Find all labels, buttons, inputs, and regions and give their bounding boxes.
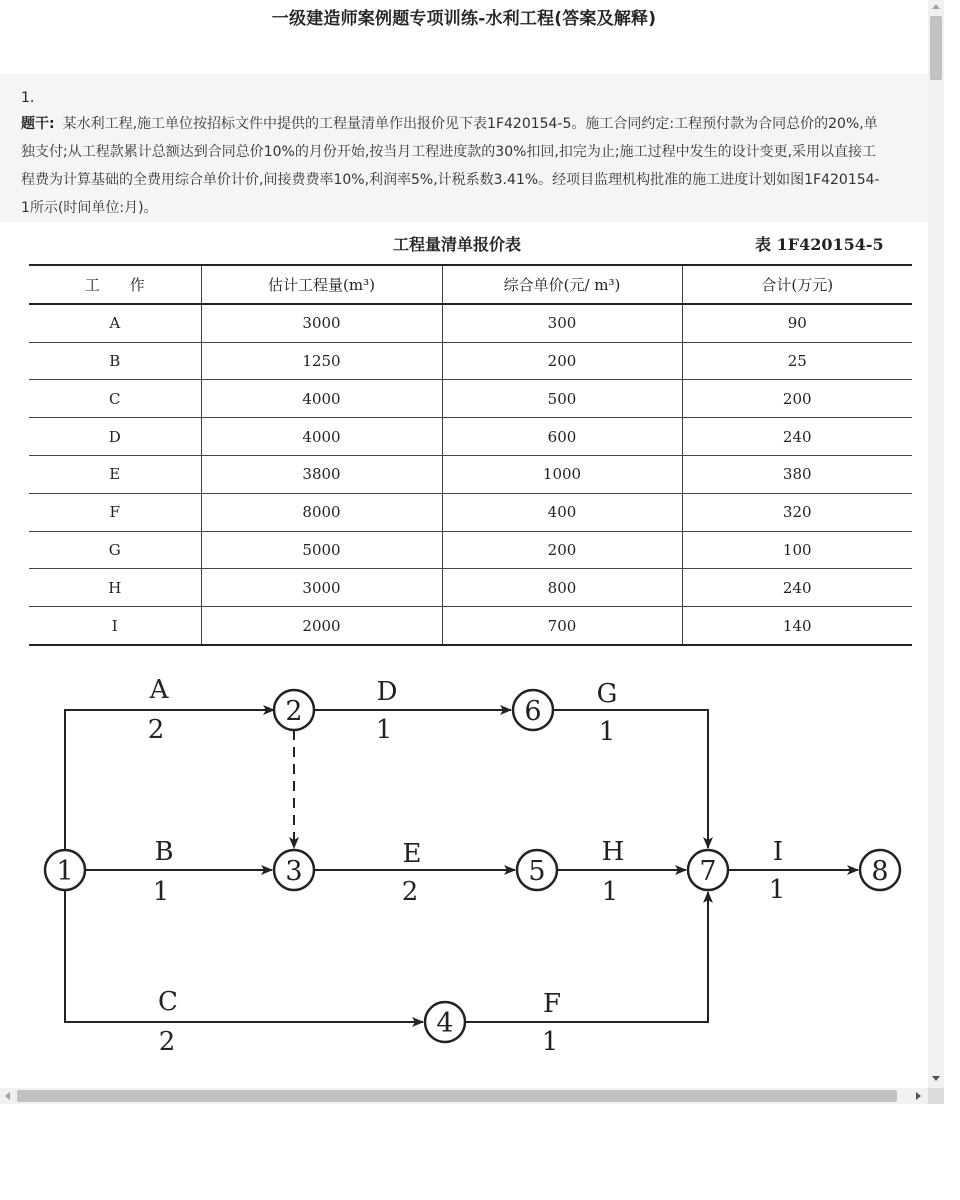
node-5 <box>517 850 557 890</box>
activity-duration-c: 2 <box>158 1027 176 1057</box>
cell-quantity: 3800 <box>201 455 442 493</box>
cell-work: A <box>29 304 201 342</box>
cell-total: 140 <box>682 607 912 645</box>
cell-unit-price: 200 <box>442 342 682 380</box>
cell-unit-price: 500 <box>442 380 682 418</box>
node-label: 8 <box>871 856 889 887</box>
activity-name-a: A <box>149 675 169 705</box>
table-row <box>29 531 912 569</box>
question-stem <box>21 110 881 222</box>
node-label: 4 <box>436 1008 454 1039</box>
header-quantity: 估计工程量(m³) <box>201 265 442 304</box>
cell-unit-price: 1000 <box>442 455 682 493</box>
node-2 <box>274 690 314 730</box>
cell-unit-price: 800 <box>442 569 682 607</box>
cell-quantity: 4000 <box>201 380 442 418</box>
stem-text: 某水利工程,施工单位按招标文件中提供的工程量清单作出报价见下表1F420154-5。施工合同约定:工程预付款为合同总价的20%,单独支付;从工程款累计总额达到合同总价10%的月份开始,按当月工程进度款的30%扣回,扣完为止;施工过程中发生的设计变更,采用以直接工程费为计算基础的全费用综合单价计价,间接费费率10%,利润率5%,计税系数3.41%。经项目监理机构批准的施工进度计划如图1F420154-1所示(时间单位:月)。 <box>21 116 880 216</box>
arrow-a <box>65 710 274 850</box>
node-1 <box>45 850 85 890</box>
table-row <box>29 455 912 493</box>
node-label: 7 <box>699 856 717 887</box>
arrow-c <box>65 890 423 1022</box>
activity-name-b: B <box>154 837 174 867</box>
question-number: 1. <box>21 90 35 106</box>
table-caption: 工程量清单报价表 <box>393 235 522 254</box>
cell-unit-price: 300 <box>442 304 682 342</box>
node-6 <box>513 690 553 730</box>
node-label: 5 <box>528 856 546 887</box>
page-title: 一级建造师案例题专项训练-水利工程(答案及解释) <box>271 9 657 29</box>
header-unit-price: 综合单价(元/ m³) <box>442 265 682 304</box>
cell-quantity: 4000 <box>201 418 442 456</box>
cell-work: B <box>29 342 201 380</box>
vertical-scroll-thumb[interactable] <box>930 16 942 80</box>
node-label: 1 <box>56 856 74 887</box>
cell-unit-price: 600 <box>442 418 682 456</box>
network-diagram <box>21 660 928 1080</box>
cell-quantity: 8000 <box>201 493 442 531</box>
node-label: 6 <box>524 696 542 727</box>
cell-work: I <box>29 607 201 645</box>
cell-total: 100 <box>682 531 912 569</box>
node-4 <box>425 1002 465 1042</box>
table-header-row <box>29 265 912 304</box>
cell-work: H <box>29 569 201 607</box>
cell-total: 90 <box>682 304 912 342</box>
activity-name-e: E <box>402 839 422 869</box>
activity-duration-e: 2 <box>401 877 419 907</box>
bill-quantity-table <box>29 264 912 646</box>
table-row <box>29 607 912 645</box>
stem-label: 题干: <box>21 116 55 132</box>
cell-quantity: 3000 <box>201 304 442 342</box>
cell-work: D <box>29 418 201 456</box>
scroll-left-arrow-icon[interactable] <box>5 1092 10 1100</box>
table-row <box>29 380 912 418</box>
cell-work: C <box>29 380 201 418</box>
table-row <box>29 304 912 342</box>
cell-work: F <box>29 493 201 531</box>
node-8 <box>860 850 900 890</box>
header-total: 合计(万元) <box>682 265 912 304</box>
cell-work: E <box>29 455 201 493</box>
cell-total: 200 <box>682 380 912 418</box>
cell-unit-price: 400 <box>442 493 682 531</box>
activity-duration-i: 1 <box>768 875 786 905</box>
cell-total: 25 <box>682 342 912 380</box>
table-row <box>29 342 912 380</box>
activity-duration-g: 1 <box>598 717 616 747</box>
activity-name-f: F <box>542 989 562 1019</box>
horizontal-scrollbar[interactable] <box>0 1088 928 1104</box>
horizontal-scroll-thumb[interactable] <box>17 1090 897 1102</box>
cell-work: G <box>29 531 201 569</box>
activity-name-c: C <box>158 987 178 1017</box>
scroll-right-arrow-icon[interactable] <box>916 1092 921 1100</box>
activity-name-d: D <box>376 677 398 707</box>
activity-duration-d: 1 <box>375 715 393 745</box>
node-label: 2 <box>285 696 303 727</box>
activity-name-g: G <box>596 679 618 709</box>
vertical-scrollbar[interactable] <box>928 0 944 1088</box>
table-number: 表 1F420154-5 <box>755 235 884 254</box>
scrollbar-corner <box>928 1088 944 1104</box>
node-3 <box>274 850 314 890</box>
node-label: 3 <box>285 856 303 887</box>
cell-total: 240 <box>682 569 912 607</box>
table-row <box>29 418 912 456</box>
scroll-up-arrow-icon[interactable] <box>932 4 940 9</box>
cell-total: 320 <box>682 493 912 531</box>
activity-name-h: H <box>601 837 625 867</box>
cell-total: 380 <box>682 455 912 493</box>
cell-unit-price: 700 <box>442 607 682 645</box>
header-work: 工 作 <box>29 265 201 304</box>
cell-quantity: 1250 <box>201 342 442 380</box>
cell-total: 240 <box>682 418 912 456</box>
cell-unit-price: 200 <box>442 531 682 569</box>
activity-duration-a: 2 <box>147 715 165 745</box>
arrow-f <box>465 892 708 1022</box>
cell-quantity: 5000 <box>201 531 442 569</box>
activity-name-i: I <box>772 837 784 867</box>
activity-duration-f: 1 <box>541 1027 559 1057</box>
table-row <box>29 569 912 607</box>
node-7 <box>688 850 728 890</box>
arrow-g <box>553 710 708 848</box>
activity-duration-b: 1 <box>152 877 170 907</box>
cell-quantity: 3000 <box>201 569 442 607</box>
scroll-down-arrow-icon[interactable] <box>932 1076 940 1081</box>
cell-quantity: 2000 <box>201 607 442 645</box>
table-row <box>29 493 912 531</box>
activity-duration-h: 1 <box>601 877 619 907</box>
